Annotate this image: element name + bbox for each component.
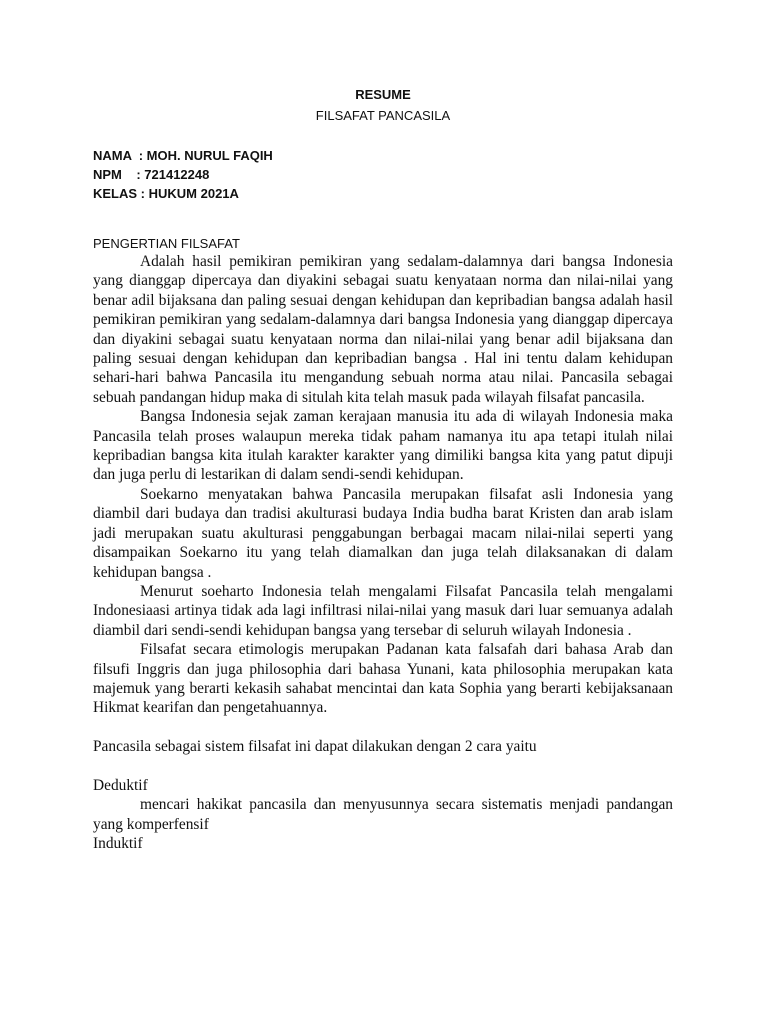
identity-name: NAMA : MOH. NURUL FAQIH [93,148,273,163]
spacer [93,757,673,776]
paragraph-soekarno: Soekarno menyatakan bahwa Pancasila merupakan filsafat asli Indonesia yang diambil dari budaya dan tradisi akulturasi budaya India budha barat Kristen dan arab islam jadi merupakan suatu akulturasi penggabungan berbagai macam nilai-nilai seperti yang disampaikan Soekarno itu yang telah diamalkan dan juga telah dilaksanakan di dalam kehidupan bangsa . [93,485,673,581]
deductive-text: mencari hakikat pancasila dan menyusunnya secara sistematis menjadi pandangan yang komperfensif [93,796,673,833]
identity-block [93,146,673,203]
identity-npm: NPM : 721412248 [93,167,210,182]
section-heading: PENGERTIAN FILSAFAT [93,236,240,251]
paragraph-definition: Adalah hasil pemikiran pemikiran yang sedalam-dalamnya dari bangsa Indonesia yang dianggap dipercaya dan diyakini sebagai suatu kenyataan norma dan nilai-nilai yang benar adil bijaksana dan paling sesuai dengan kehidupan dan kepribadian bangsa adalah hasil pemikiran pemikiran yang sedalam-dalamnya dari bangsa Indonesia yang dianggap dipercaya dan diyakini sebagai suatu kenyataan norma dan nilai-nilai yang benar adil bijaksana dan paling sesuai dengan kehidupan dan kepribadian bangsa . Hal ini tentu dalam kehidupan sehari-hari bahwa Pancasila itu mengandung sebuah norma atau nilai. Pancasila sebagai sebuah pandangan hidup maka di situlah kita telah masuk pada wilayah filsafat pancasila. [93,253,673,406]
paragraph-history: Bangsa Indonesia sejak zaman kerajaan manusia itu ada di wilayah Indonesia maka Pancasila telah proses walaupun mereka tidak paham namanya itu apa tetapi itulah nilai kepribadian bangsa kita itulah karakter karakter yang dimiliki bangsa kita yang patut dipuji dan juga perlu di lestarikan di dalam sendi-sendi kehidupan. [93,408,673,484]
document-title: RESUME [355,87,411,102]
identity-class: KELAS : HUKUM 2021A [93,186,239,201]
inductive-label: Induktif [93,835,143,853]
system-statement: Pancasila sebagai sistem filsafat ini dapat dilakukan dengan 2 cara yaitu [93,738,537,756]
document-page [93,86,673,854]
paragraph-etymology: Filsafat secara etimologis merupakan Padanan kata falsafah dari bahasa Arab dan filsufi Inggris dan juga philosophia dari bahasa Yunani, kata philosophia merupakan kata majemuk yang berarti kekasih sahabat mencintai dan kata Sophia yang berarti kebijaksanaan Hikmat kearifan dan pengetahuannya. [93,641,673,717]
deductive-label: Deduktif [93,776,148,794]
spacer [93,718,673,737]
paragraph-soeharto: Menurut soeharto Indonesia telah mengalami Filsafat Pancasila telah mengalami Indonesiaasi artinya tidak ada lagi infiltrasi nilai-nilai yang masuk dari luar semuanya adalah diambil dari sendi-sendi kehidupan bangsa yang tersebar di seluruh wilayah Indonesia . [93,582,673,639]
document-subtitle: FILSAFAT PANCASILA [315,108,451,123]
